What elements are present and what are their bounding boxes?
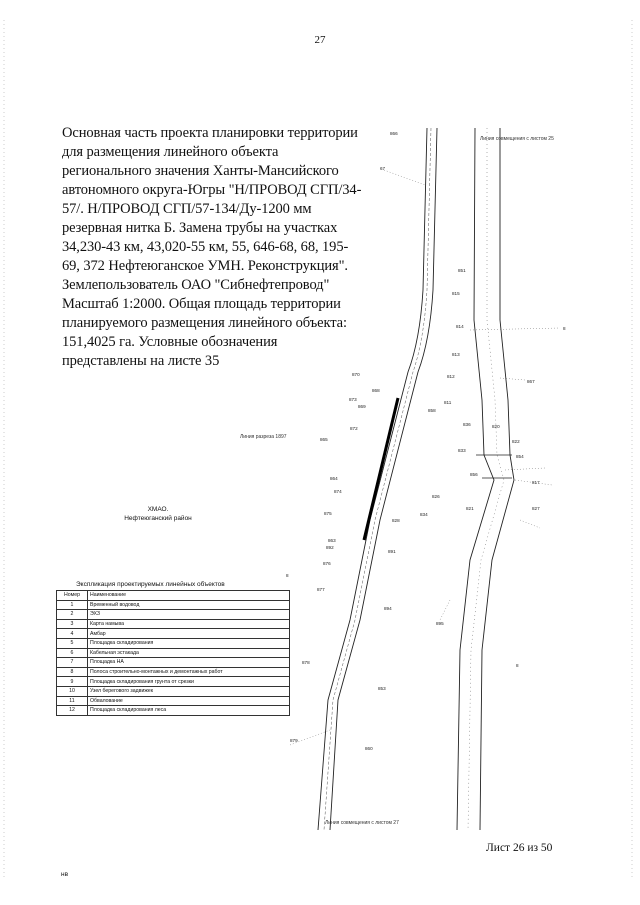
page-border (4, 20, 632, 880)
legend-name: Площадка складирования леса (88, 706, 290, 716)
legend-name: Полоса строительно-монтажных и демонтажных работ (88, 667, 290, 677)
page-number: 27 (314, 34, 326, 46)
point-label: 811 (444, 400, 452, 405)
match-line-note-top: Линия совмещения с листом 25 (480, 136, 554, 142)
title-line: автономного округа-Югры "Н/ПРОВОД СГП/34- (62, 182, 362, 198)
legend-num: 8 (57, 667, 88, 677)
legend-row (57, 706, 290, 716)
point-label: 895 (436, 621, 444, 626)
point-label: 872 (350, 426, 358, 431)
point-label: 860 (365, 746, 373, 751)
right-corridor (457, 128, 514, 830)
point-label: 869 (358, 404, 366, 409)
legend-row (57, 648, 290, 658)
legend-num: 12 (57, 706, 88, 716)
match-line-note-bottom: Линия совмещения с листом 27 (325, 820, 399, 826)
legend-row (57, 638, 290, 648)
title-line: представлены на листе 35 (62, 353, 220, 369)
legend-col-name: Наименование (88, 591, 290, 601)
title-line: планируемого размещения линейного объекта: (62, 315, 347, 331)
point-label: 826 (432, 494, 440, 499)
title-line: Основная часть проекта планировки территории (62, 125, 358, 141)
point-label: 821 (466, 506, 474, 511)
point-label: 817 (532, 480, 540, 485)
legend-row (57, 686, 290, 696)
point-label: 815 (452, 291, 460, 296)
point-label: 836 (463, 422, 471, 427)
point-label: 812 (447, 374, 455, 379)
title-line: 69, 372 Нефтеюганское УМН. Реконструкция". (62, 258, 348, 274)
legend-name: Обвалование (88, 696, 290, 706)
title-line: регионального значения Ханты-Мансийского (62, 163, 339, 179)
title-line: резервная нитка Б. Замена трубы на участках (62, 220, 338, 236)
point-label: 877 (317, 587, 325, 592)
title-line: 151,4025 га. Условные обозначения (62, 334, 278, 350)
point-label: 858 (428, 408, 436, 413)
region-line: ХМАО. (147, 506, 169, 513)
point-label: 8 (516, 663, 519, 668)
point-label: 873 (349, 397, 357, 402)
point-label: 8 (286, 573, 289, 578)
point-label: 813 (452, 352, 460, 357)
point-label: 870 (352, 372, 360, 377)
point-label: 867 (527, 379, 535, 384)
point-label: 892 (326, 545, 334, 550)
legend-row (57, 600, 290, 610)
legend-name: Амбар (88, 629, 290, 639)
point-label: 67 (380, 166, 386, 171)
section-line-note: Линия разреза 1897 (240, 434, 287, 440)
legend-num: 3 (57, 619, 88, 629)
title-line: 34,230-43 км, 43,020-55 км, 55, 646-68, 68, 195- (62, 239, 349, 255)
point-label: 8 (563, 326, 566, 331)
legend-num: 7 (57, 658, 88, 668)
legend-name: Площадка складирования (88, 638, 290, 648)
legend-table (56, 590, 290, 716)
point-label: 863 (328, 538, 336, 543)
point-label: 822 (512, 439, 520, 444)
point-label: 894 (384, 606, 392, 611)
point-label: 853 (378, 686, 386, 691)
title-line: Землепользователь ОАО "Сибнефтепровод" (62, 277, 330, 293)
legend-num: 11 (57, 696, 88, 706)
legend-num: 1 (57, 600, 88, 610)
legend-row (57, 696, 290, 706)
legend-num: 2 (57, 610, 88, 620)
legend-num: 6 (57, 648, 88, 658)
point-label: 875 (324, 511, 332, 516)
legend-col-number: Номер (57, 591, 88, 601)
title-line: Масштаб 1:2000. Общая площадь территории (62, 296, 341, 312)
point-label: 866 (390, 131, 398, 136)
legend-row (57, 677, 290, 687)
point-label: 827 (532, 506, 540, 511)
point-label: 878 (302, 660, 310, 665)
legend-name: Карта намыва (88, 619, 290, 629)
legend-num: 10 (57, 686, 88, 696)
point-labels (286, 131, 566, 751)
title-line: 57/. Н/ПРОВОД СГП/57-134/Ду-1200 мм (62, 201, 312, 217)
point-label: 879 (290, 738, 298, 743)
sheet-label: Лист 26 из 50 (486, 842, 553, 854)
point-label: 820 (492, 424, 500, 429)
legend-row (57, 667, 290, 677)
point-label: 814 (456, 324, 464, 329)
point-label: 865 (320, 437, 328, 442)
legend-row (57, 658, 290, 668)
footer-mark: нв (61, 871, 69, 878)
point-label: 864 (330, 476, 338, 481)
legend-name: Кабельная эстакада (88, 648, 290, 658)
legend-row (57, 629, 290, 639)
title-line: для размещения линейного объекта (62, 144, 279, 160)
point-label: 828 (392, 518, 400, 523)
legend-name: ЭХЗ (88, 610, 290, 620)
point-label: 856 (470, 472, 478, 477)
point-label: 834 (420, 512, 428, 517)
point-label: 851 (458, 268, 466, 273)
legend-name: Площадка складирования грунта от срезки (88, 677, 290, 687)
legend-header-row (57, 591, 290, 601)
point-label: 833 (458, 448, 466, 453)
legend-num: 9 (57, 677, 88, 687)
legend-num: 5 (57, 638, 88, 648)
point-label: 874 (334, 489, 342, 494)
point-label: 891 (388, 549, 396, 554)
legend-num: 4 (57, 629, 88, 639)
legend-name: Узел берегового задвижек (88, 686, 290, 696)
legend-name: Временный водовод (88, 600, 290, 610)
point-label: 854 (516, 454, 524, 459)
legend-row (57, 619, 290, 629)
region-line: Нефтеюганский район (124, 515, 192, 522)
legend-title: Экспликация проектируемых линейных объектов (76, 581, 225, 588)
region-label (98, 505, 218, 523)
point-label: 876 (323, 561, 331, 566)
legend-row (57, 610, 290, 620)
legend-name: Площадка НА (88, 658, 290, 668)
point-label: 868 (372, 388, 380, 393)
